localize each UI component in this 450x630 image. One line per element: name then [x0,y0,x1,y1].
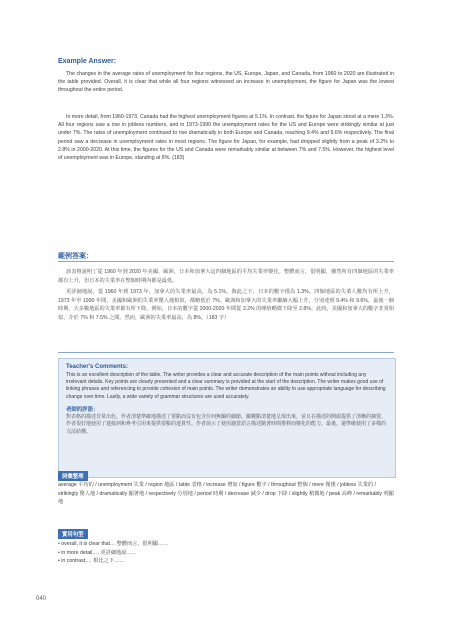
translation-paragraph-2: 更詳細地說，從 1960 年到 1973 年，加拿大的失業率最高，為 5.1%。與此之下，日本的數字僅為 1.3%。四個地區的失業人數均有所上升，1973 年至 1990 年間，美國和歐洲的失業率驚人地相似，都略低於 7%。歐洲和加拿大的失業率繼續大幅上升，分別達到 9.4% 和 9.6%。最後一個時期，大多數地區的失業率都有所下降。例如，日本的數字從 2000-2020 年間從 3.2% 的峰值略微下降至 2.8%。此時，美國和加拿大的數字非常相似，介於 7% 和 7.5% 之間。然而，歐洲的失業率最高，為 8%。（183 字） [58,289,394,321]
list-item: • in more detail,… 更詳細地說…… [58,549,137,556]
vocab-label: 詞彙整理 [58,471,88,481]
comments-title-zh: 老師的評語： [66,406,99,413]
teacher-comments-box [58,358,396,478]
translation-heading: 範例答案： [58,253,93,260]
vocab-list: average 平均的 / unemployment 失業 / region 地區 / table 表格 / increase 增加 / figure 數字 / throughout 整個 / mere 僅僅 / jobless 失業的 / strikingly 驚人地 / dramatically 顯著地 / respectively 分別地 / period 時期 / decrease 減少 / drop 下降 / slightly 稍微地 / peak 高峰 / remarkably 明顯地 [58,482,394,506]
example-answer-heading: Example Answer: [58,58,117,65]
example-paragraph-1: The changes in the average rates of unemployment for four regions, the US, Europe, Japan, and Canada, from 1960 to 2020 are illustrated in the table provided. Overall, it is clear that while all four regions witnessed an increase in unemployment, the figure for Japan was the lowest throughout the entire period. [58,71,394,94]
sentence-patterns-list [58,540,169,566]
example-paragraph-2: In more detail, from 1960-1973, Canada had the highest unemployment figures at 5.1%. In contrast, the figure for Japan stood at a mere 1.3%. All four regions saw a rise in jobless numbers, and in 1973-1990 the unemployment rates for the US and Europe were strikingly similar at just under 7%. The rates of unemployment continued to rise dramatically in both Europe and Canada, reaching 9.4% and 9.6% respectively. The final period saw a decrease in unemployment rates in most regions. The figure for Japan, for example, had dropped slightly from a peak of 3.2% to 2.8% in 2000-2020. At this time, the figures for the US and Canada were remarkably similar at between 7% and 7.5%. However, the highest level of unemployment was in Europe, standing at 8%. (183) [58,114,394,162]
list-item: • in contrast,… 相比之下…… [58,558,125,565]
sentence-patterns-label: 實用句型 [58,529,88,539]
comments-title: Teacher's Comments: [66,364,129,370]
translation-section [58,261,394,353]
page-number: 040 [36,596,47,602]
list-item: • overall, it is clear that… 整體而言，很明顯…… [58,541,169,547]
comments-text: This is an excellent description of the table. The writer provides a clear and accurate description of the main points without including any irrelevant details. Key points are clearly presented and a clear summary is provided at the start of the description. The writer makes good use of linking phrases and referencing to provide cohesion of main points. The writer demonstrates an ability to use appropriate language for describing change over time. Lastly, a wide variety of grammar structures are used accurately. [66,372,386,400]
comments-text-zh: 對表格的描述非常出色。作者清楚準確地描述了要點而沒有包含任何無關的細節。關鍵點清楚地呈現出來，並且在描述的開頭提供了清晰的摘要。作者很好地使用了連接詞和參考引用來提供要點的連貫性。作者展示了使用適當語言描述隨著時間推移而變化的能力。最後，還準確使用了多樣的文法結構。 [66,413,387,435]
translation-paragraph-1: 該表格說明了從 1960 年到 2020 年美國、歐洲、日本和加拿大這四個地區的平均失業率變化。整體而言，很明顯，雖然所有四個地區的失業率都有上升，但日本的失業率在整個時期內都是最低。 [58,269,394,284]
